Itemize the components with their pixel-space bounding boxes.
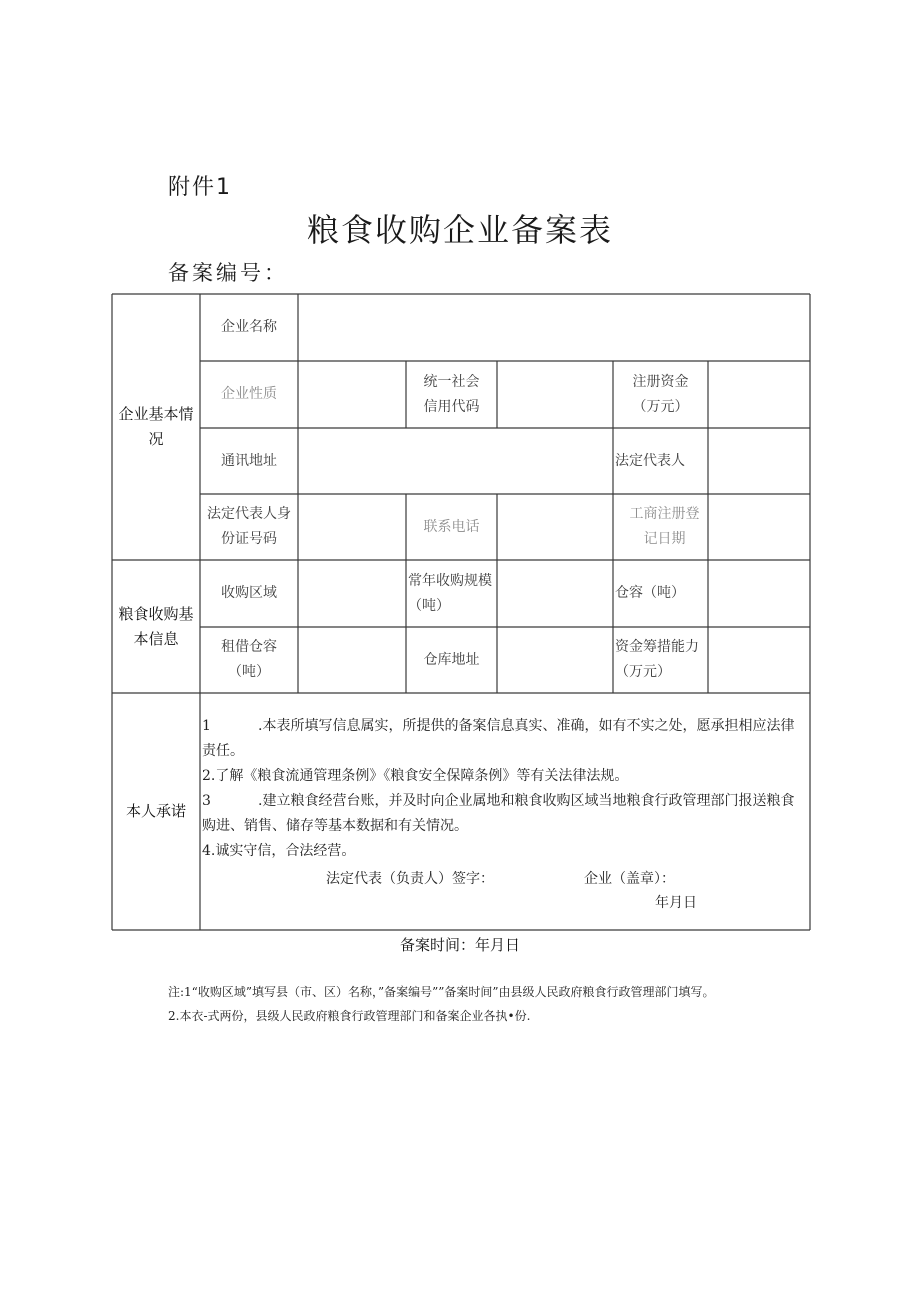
purchase-area-field[interactable] [298, 560, 406, 627]
label-funding-capacity: 资金筹措能力（万元） [615, 639, 699, 680]
pledge-item-1-number: 1 [202, 718, 211, 734]
pledge-date: 年月日 [655, 895, 697, 911]
label-reg-date: 工商注册登记日期 [629, 506, 700, 547]
footnote-1: 注:1“收购区域”填写县（市、区）名称，”备案编号””备案时间”由县级人民政府粮食行政管理部门填写。 [168, 985, 715, 999]
pledge-text [202, 714, 808, 864]
label-credit-code: 统一社会信用代码 [423, 373, 480, 415]
credit-code-field[interactable] [497, 361, 613, 428]
warehouse-address-field[interactable] [497, 627, 613, 693]
pledge-item-3-text: .建立粮食经营台账，并及时向企业属地和粮食收购区域当地粮食行政管理部门报送粮食购进、销售、储存等基本数据和有关情况。 [202, 793, 795, 834]
label-address: 通讯地址 [221, 452, 277, 469]
label-legal-rep-id: 法定代表人身份证号码 [207, 506, 291, 547]
registered-capital-field[interactable] [708, 361, 810, 428]
section-purchase-info: 粮食收购基本信息 [118, 604, 194, 648]
phone-field[interactable] [497, 494, 613, 560]
label-warehouse-address: 仓库地址 [423, 651, 480, 668]
label-company-type: 企业性质 [221, 386, 277, 402]
pledge-item-1-text: .本表所填写信息属实，所提供的备案信息真实、准确，如有不实之处，愿承担相应法律责任。 [202, 718, 795, 759]
leased-capacity-field[interactable] [298, 627, 406, 693]
annual-scale-field[interactable] [497, 560, 613, 627]
address-field[interactable] [298, 428, 613, 494]
attachment-label: 附件1 [168, 175, 232, 200]
label-purchase-area: 收购区域 [221, 585, 277, 601]
label-company-name: 企业名称 [221, 319, 277, 335]
funding-capacity-field[interactable] [708, 627, 810, 693]
legal-rep-field[interactable] [708, 428, 810, 494]
footnote-2: 2.本衣-式两份，县级人民政府粮食行政管理部门和备案企业各执•份. [168, 1009, 531, 1023]
pledge-item-3 [202, 789, 808, 839]
section-basic-info: 企业基本情况 [118, 405, 194, 448]
legal-rep-id-field[interactable] [298, 494, 406, 560]
label-leased-capacity: 租借仓容（吨） [221, 639, 277, 680]
pledge-item-3-number: 3 [202, 793, 211, 809]
pledge-item-1 [202, 714, 808, 764]
company-name-field[interactable] [298, 294, 810, 361]
label-annual-scale: 常年收购规模（吨） [408, 572, 492, 614]
label-legal-rep: 法定代表人 [615, 452, 685, 469]
storage-capacity-field[interactable] [708, 560, 810, 627]
seal-label: 企业（盖章）： [584, 871, 675, 887]
label-phone: 联系电话 [423, 518, 480, 535]
section-pledge: 本人承诺 [125, 802, 186, 820]
signature-label: 法定代表（负责人）签字： [326, 871, 494, 887]
registration-number-label: 备案编号： [168, 261, 288, 285]
label-registered-capital: 注册资金（万元） [632, 373, 689, 415]
page-title: 粮食收购企业备案表 [306, 211, 613, 249]
reg-date-field[interactable] [708, 494, 810, 560]
pledge-item-2: 2.了解《粮食流通管理条例》《粮食安全保障条例》等有关法律法规。 [202, 768, 629, 784]
label-storage-capacity: 仓容（吨） [615, 585, 685, 601]
pledge-item-4: 4.诚实守信，合法经营。 [202, 843, 356, 859]
company-type-field[interactable] [298, 361, 406, 428]
filing-time: 备案时间：年月日 [399, 936, 520, 954]
